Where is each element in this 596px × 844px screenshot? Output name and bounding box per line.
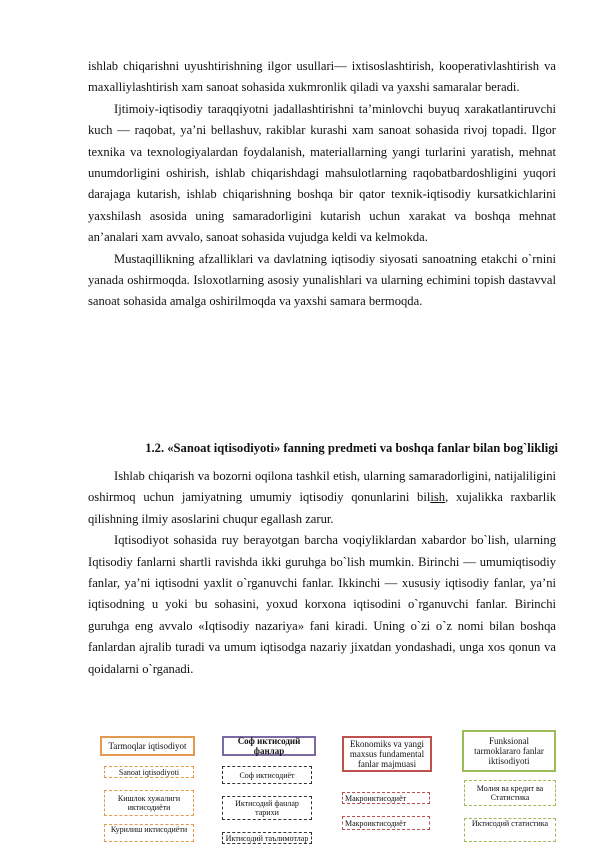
paragraph-4-tail: , xujalikka raxbarlik qilishning ilmiy asoslarini chuqur egallash zarur. (88, 490, 557, 526)
section-heading: 1.2. «Sanoat iqtisodiyoti» fanning predmeti va boshqa fanlar bilan bog`likligi (145, 441, 558, 455)
diagram-col1-item-1: Sanoat iqtisodiyoti (104, 766, 194, 778)
diagram-col3-item-2: Макроиктисодиёт (342, 816, 430, 830)
paragraph-4 (88, 466, 556, 530)
paragraph-5 (88, 530, 556, 680)
diagram-head-2: Соф иктисодий фанлар (222, 736, 316, 756)
paragraph-4-underlined: ish (430, 490, 446, 505)
paragraph-2: Ijtimoiy-iqtisodiy taraqqiyotni jadallashtirishni ta’minlovchi buyuq xarakatlantiruvchi kuch — raqobat, ya’ni bellashuv, rakiblar kurashi xam sanoat sohasida rivoj topadi. Ilgor texnika va texnologiyalardan foydalanish, materiallarning yangi turlarini yaratish, mehnat unumdorligini oshirish, ishlab chiqarishdagi mahsulotlarning raqobatbardoshligini yuqori darajaga kutarish, ishlab chiqarishning boshqa bir qator texnik-iqtisodiy kursatkichlarini yaxshilash asosida uning samaradorligini kutarish uchun xarakat va boshqa mehnat an’analari xam avvalo, sanoat sohasida vujudga keldi va kelmokda. (88, 101, 556, 245)
diagram-col2-item-1: Соф иктисодиёт (222, 766, 312, 784)
section-text (88, 466, 556, 680)
intro-text (88, 56, 556, 313)
paragraph-3: Mustaqillikning afzalliklari va davlatning iqtisodiy siyosati sanoatning etakchi o`rnini yanada oshirmoqda. Isloxotlarning asosiy yunalishlari va ularning echimini topish dastavval sanoat sohasida amalga oshirilmoqda va yaxshi samara bermoqda. (88, 251, 556, 309)
paragraph-1: ishlab chiqarishni uyushtirishning ilgor usullari— ixtisoslashtirish, kooperativlashtirish va maxalliylashtirish xam sanoat sohasida xukmronlik qiladi va yaxshi samaralar beradi. (88, 59, 556, 95)
paragraph-5-text: Iqtisodiyot sohasida ruy berayotgan barcha voqiyliklardan xabardor bo`lish, ularning Iqtisodiy fanlarni shartli ravishda ikki guruhga bo`lish mumkin. Birinchi — umumiqtisodiy fanlar, ya’ni iqtisodni yaxlit o`rganuvchi fanlar. Ikkinchi — xususiy iqtisodiy fanlar, ya’ni iqtisodning u yoki bu sohasini, yoxud korxona iqtisodini o`rganuvchi fanlar. Birinchi guruhga eng avvalo «Iqtisodiy nazariya» fani kiradi. Uning o`zi o`z nomi bilan boshqa fanlardan ajralib turadi va umum iqtisodga nazariy jixatdan yondashadi, unga xos qonun va qoidalarni o`rganadi. (88, 533, 556, 676)
diagram-col4-item-2: Иктисодий статистика (464, 818, 556, 842)
diagram-col1-item-3: Курилиш иктисодиёти (104, 824, 194, 842)
diagram-col4-item-1: Молия ва кредит ва Статистика (464, 780, 556, 806)
paragraph-4-text: Ishlab chiqarish va bozorni oqilona tashkil etish, ularning samaradorligini, natijaliligini oshirmoq uchun jamiyatning umumiy iqtisodiy qonunlarini bil (88, 469, 556, 505)
diagram-head-1: Tarmoqlar iqtisodiyot (100, 736, 195, 756)
sciences-diagram (0, 700, 596, 842)
diagram-head-4: Funksional tarmoklararo fanlar iktisodiyoti (462, 730, 556, 772)
diagram-col1-item-2: Кишлок хужалиги иктисодиёти (104, 790, 194, 816)
diagram-col3-item-1: Макроиктисодиёт (342, 792, 430, 804)
diagram-col2-item-3: Иктисодий таълимотлар (222, 832, 312, 844)
diagram-col2-item-2: Иктисодий фанлар тарихи (222, 796, 312, 820)
diagram-head-3: Ekonomiks va yangi maxsus fundamental fanlar majmuasi (342, 736, 432, 772)
